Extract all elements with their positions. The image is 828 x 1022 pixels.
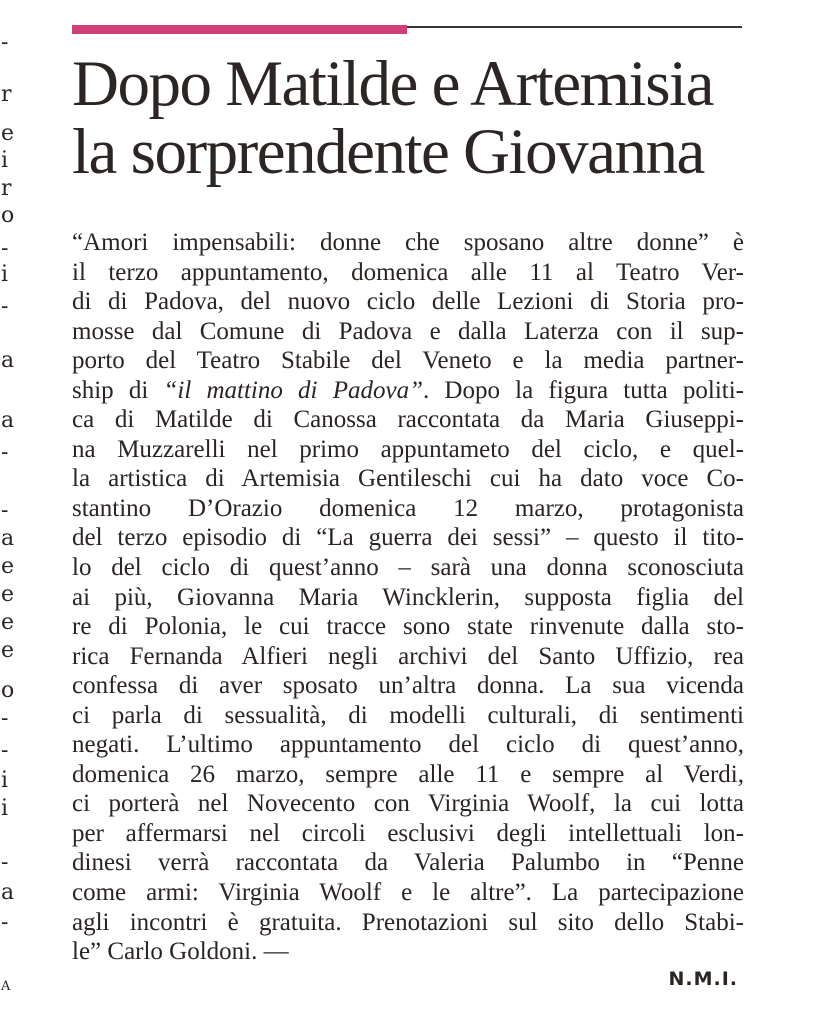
headline-line: la sorprendente Giovanna [72,116,704,188]
fragment: - [1,706,9,731]
fragment: - [1,910,9,935]
fragment: i [1,262,9,287]
fragment: r [1,176,12,201]
fragment: - [1,850,9,875]
fragment: - [1,738,9,763]
fragment: a [1,526,14,551]
body-text: ship di [72,376,164,404]
fragment: e [1,582,14,607]
fragment: a [1,348,14,373]
previous-column-fragments [0,0,14,1022]
body-line: per affermarsi nel circoli esclusivi degli intellettuali lon- [72,819,744,847]
body-line: negati. L’ultimo appuntamento del ciclo di quest’anno, [72,731,744,759]
fragment: A [1,979,11,994]
body-line: dinesi verrà raccontata da Valeria Palumbo in “Penne [72,849,744,877]
body-line [72,376,744,406]
body-line: ci parla di sessualità, di modelli culturali, di sentimenti [72,701,744,729]
body-line: “Amori impensabili: donne che sposano altre donne” è [72,229,744,256]
fragment: - [1,30,9,55]
body-line: domenica 26 marzo, sempre alle 11 e sempre al Verdi, [72,760,744,788]
body-line: ca di Matilde di Canossa raccontata da Maria Giuseppi- [72,406,744,434]
fragment: e [1,554,14,579]
body-line: ci porterà nel Novecento con Virginia Woolf, la cui lotta [72,790,744,818]
author-initials: N.M.I. [668,968,738,990]
body-line: porto del Teatro Stabile del Veneto e la media partner- [72,347,744,375]
headline [72,50,762,186]
body-line: la artistica di Artemisia Gentileschi cui ha dato voce Co- [72,465,744,493]
fragment: i [1,148,9,173]
body-line: rica Fernanda Alfieri negli archivi del Santo Uffizio, rea [72,642,744,670]
headline-line: Dopo Matilde e Artemisia [72,48,713,120]
fragment: r [1,82,12,107]
fragment: a [1,408,14,433]
fragment: e [1,121,14,146]
body-line: stantino D’Orazio domenica 12 marzo, protagonista [72,494,744,522]
body-line: del terzo episodio di “La guerra dei sessi” – questo il tito- [72,524,744,552]
accent-bar [72,25,407,34]
body-line: il terzo appuntamento, domenica alle 11 al Teatro Ver- [72,258,744,286]
newspaper-name: “il mattino di Padova” [163,376,423,404]
body-line: le” Carlo Goldoni. — [72,938,289,966]
fragment: o [1,203,14,228]
fragment: - [1,294,9,319]
fragment: - [1,236,9,261]
body-line: agli incontri è gratuita. Prenotazioni sul sito dello Stabi- [72,908,744,936]
fragment: i [1,796,9,821]
body-line: come armi: Virginia Woolf e le altre”. La partecipazione [72,879,744,907]
fragment: e [1,610,14,635]
body-line: mosse dal Comune di Padova e dalla Laterza con il sup- [72,317,744,345]
body-line: re di Polonia, le cui tracce sono state rinvenute dalla sto- [72,613,744,641]
body-line: lo del ciclo di quest’anno – sarà una donna sconosciuta [72,554,744,582]
body-text: . Dopo la figura tutta politi- [422,376,744,404]
fragment: - [1,498,9,523]
fragment: - [1,440,9,465]
fragment: a [1,880,14,905]
fragment: o [1,678,14,703]
article-body [72,228,744,967]
body-line: na Muzzarelli nel primo appuntameto del ciclo, e quel- [72,435,744,463]
fragment: e [1,638,14,663]
body-line: di di Padova, del nuovo ciclo delle Lezioni di Storia pro- [72,288,744,316]
body-line: confessa di aver sposato un’altra donna. La sua vicenda [72,672,744,700]
fragment: i [1,768,9,793]
body-line: ai più, Giovanna Maria Wincklerin, supposta figlia del [72,583,744,611]
